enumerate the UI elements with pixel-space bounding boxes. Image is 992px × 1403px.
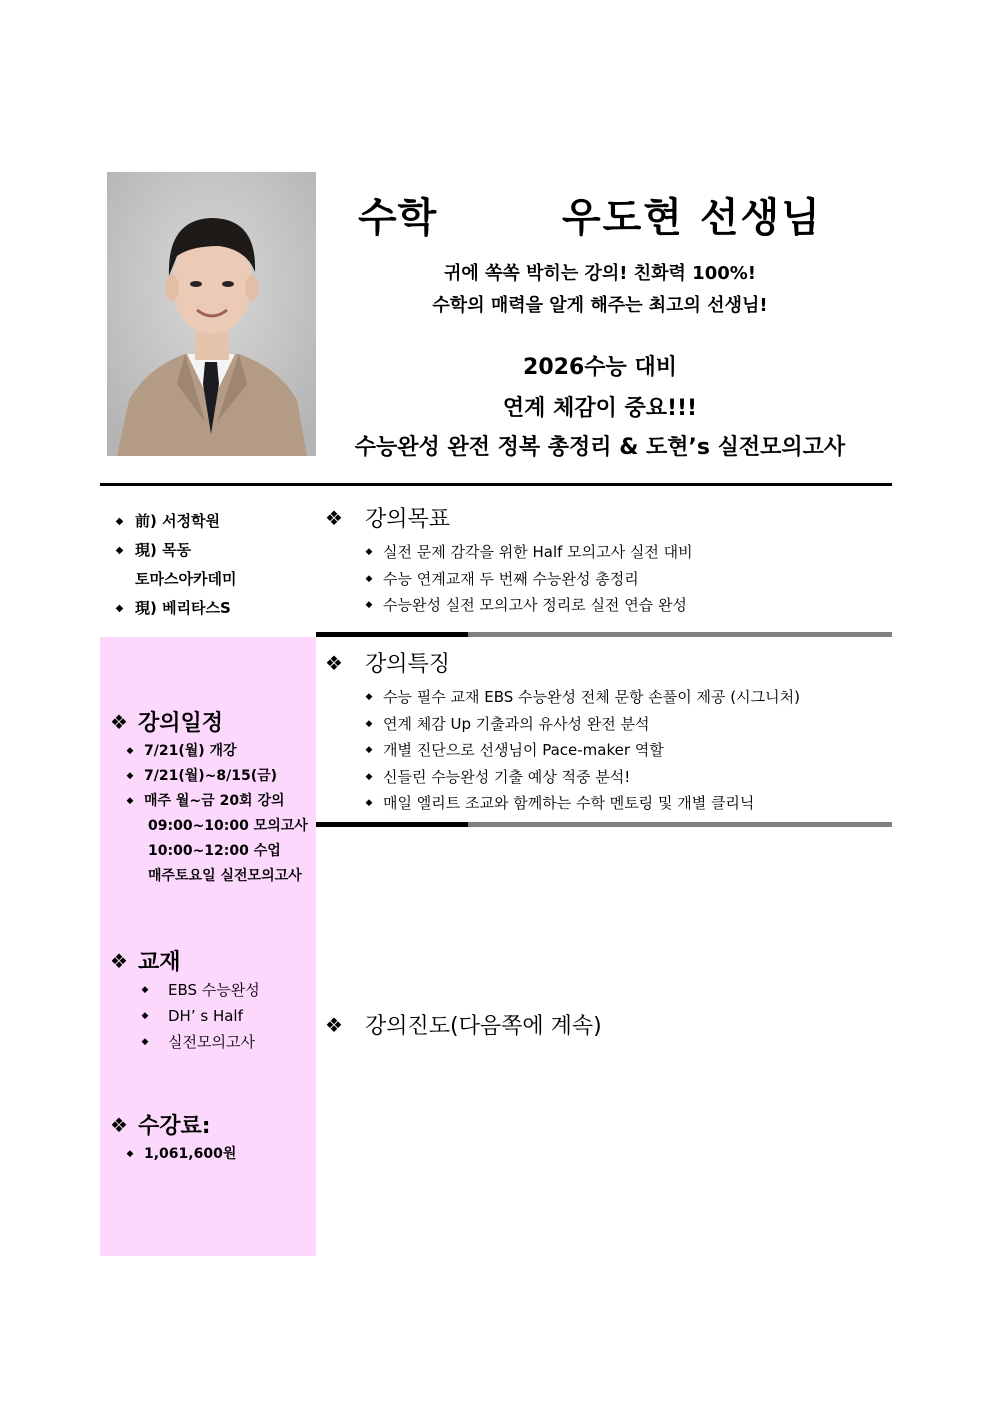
diamond-bullet-icon: ◆: [115, 603, 124, 614]
list-item: ◆ 現) 목동: [104, 536, 236, 565]
list-item: ◆ 수능완성 실전 모의고사 정리로 실전 연습 완성: [355, 592, 693, 619]
features-list: [355, 684, 800, 817]
list-item: ◆ EBS 수능완성: [122, 977, 260, 1003]
fee-list: [116, 1142, 236, 1167]
textbooks-title: ❖ 교재: [100, 945, 181, 976]
diamond-bullet-icon: ◆: [365, 798, 373, 808]
diamond-bullet-icon: ◆: [141, 1037, 149, 1047]
headline-exam: 2026수능 대비: [523, 355, 677, 380]
tagline-2: 수학의 매력을 알게 해주는 최고의 선생님!: [432, 295, 768, 316]
headline-course: 수능완성 완전 정복 총정리 & 도현’s 실전모의고사: [354, 435, 846, 460]
diamond-marker-icon: ❖: [110, 1112, 128, 1137]
list-item: 10:00~12:00 수업: [148, 843, 281, 859]
diamond-bullet-icon: ◆: [126, 771, 134, 781]
features-title: ❖ 강의특징: [325, 650, 451, 677]
diamond-bullet-icon: ◆: [365, 745, 373, 755]
diamond-bullet-icon: ◆: [141, 1011, 149, 1021]
headline-linkage: 연계 체감이 중요!!!: [502, 396, 698, 421]
schedule-title: ❖ 강의일정: [100, 706, 223, 737]
diamond-bullet-icon: ◆: [126, 796, 134, 806]
list-item: [116, 1142, 236, 1167]
diamond-marker-icon: ❖: [325, 1012, 343, 1037]
diamond-bullet-icon: ◆: [365, 692, 373, 702]
divider-dark: [316, 632, 468, 637]
header-divider: [100, 483, 892, 486]
schedule-list: [116, 739, 308, 889]
diamond-bullet-icon: ◆: [141, 985, 149, 995]
diamond-bullet-icon: ◆: [365, 600, 373, 610]
list-item: ◆ DH’ s Half: [122, 1003, 260, 1029]
list-item: ◆ 7/21(월)~8/15(금): [116, 764, 308, 789]
divider-dark: [316, 822, 468, 827]
diamond-bullet-icon: ◆: [365, 573, 373, 584]
list-item: ◆ 실전모의고사: [122, 1029, 260, 1055]
divider-gray: [468, 822, 892, 827]
diamond-marker-icon: ❖: [110, 948, 128, 973]
list-item: ◆ 수능 필수 교재 EBS 수능완성 전체 문항 손풀이 제공 (시그니처): [355, 684, 800, 711]
divider-gray: [468, 632, 892, 637]
diamond-bullet-icon: ◆: [115, 545, 124, 556]
subject-title: 수학: [358, 195, 438, 241]
list-item: ◆ 7/21(월) 개강: [116, 739, 308, 764]
goals-list: [355, 539, 693, 619]
list-item: ◆ 개별 진단으로 선생님이 Pace-maker 역할: [355, 737, 800, 764]
diamond-marker-icon: ❖: [110, 709, 128, 734]
diamond-marker-icon: ❖: [325, 505, 343, 530]
diamond-marker-icon: ❖: [325, 650, 343, 675]
diamond-bullet-icon: ◆: [365, 718, 373, 729]
diamond-bullet-icon: ◆: [365, 771, 373, 782]
list-item: 09:00~10:00 모의고사: [148, 818, 308, 834]
fee-amount: 1,061,600원: [144, 1146, 237, 1162]
goals-title: ❖ 강의목표: [325, 505, 451, 532]
diamond-bullet-icon: ◆: [126, 746, 134, 756]
list-item: 토마스아카데미: [135, 570, 237, 588]
list-item: ◆ 연계 체감 Up 기출과의 유사성 완전 분석: [355, 711, 800, 738]
list-item: ◆ 現) 베리타스S: [104, 594, 236, 623]
teacher-name: 우도현 선생님: [562, 195, 822, 241]
diamond-bullet-icon: ◆: [365, 547, 373, 557]
fee-title: ❖ 수강료:: [100, 1109, 211, 1140]
teacher-photo: [107, 172, 316, 456]
list-item: ◆ 수능 연계교재 두 번째 수능완성 총정리: [355, 566, 693, 593]
progress-title: ❖ 강의진도(다음쪽에 계속): [325, 1012, 602, 1039]
tagline-1: 귀에 쏙쏙 박히는 강의! 친화력 100%!: [443, 263, 756, 284]
list-item: 매주토요일 실전모의고사: [148, 868, 302, 884]
list-item: ◆ 매일 엘리트 조교와 함께하는 수학 멘토링 및 개별 클리닉: [355, 790, 800, 817]
diamond-bullet-icon: ◆: [126, 1149, 134, 1159]
diamond-bullet-icon: ◆: [115, 516, 124, 527]
list-item: ◆ 실전 문제 감각을 위한 Half 모의고사 실전 대비: [355, 539, 693, 566]
textbooks-list: [122, 977, 260, 1055]
career-list: [104, 507, 236, 623]
list-item: ◆ 前) 서정학원: [104, 507, 236, 536]
list-item: ◆ 매주 월~금 20회 강의: [116, 789, 308, 814]
list-item: ◆ 신들린 수능완성 기출 예상 적중 분석!: [355, 764, 800, 791]
